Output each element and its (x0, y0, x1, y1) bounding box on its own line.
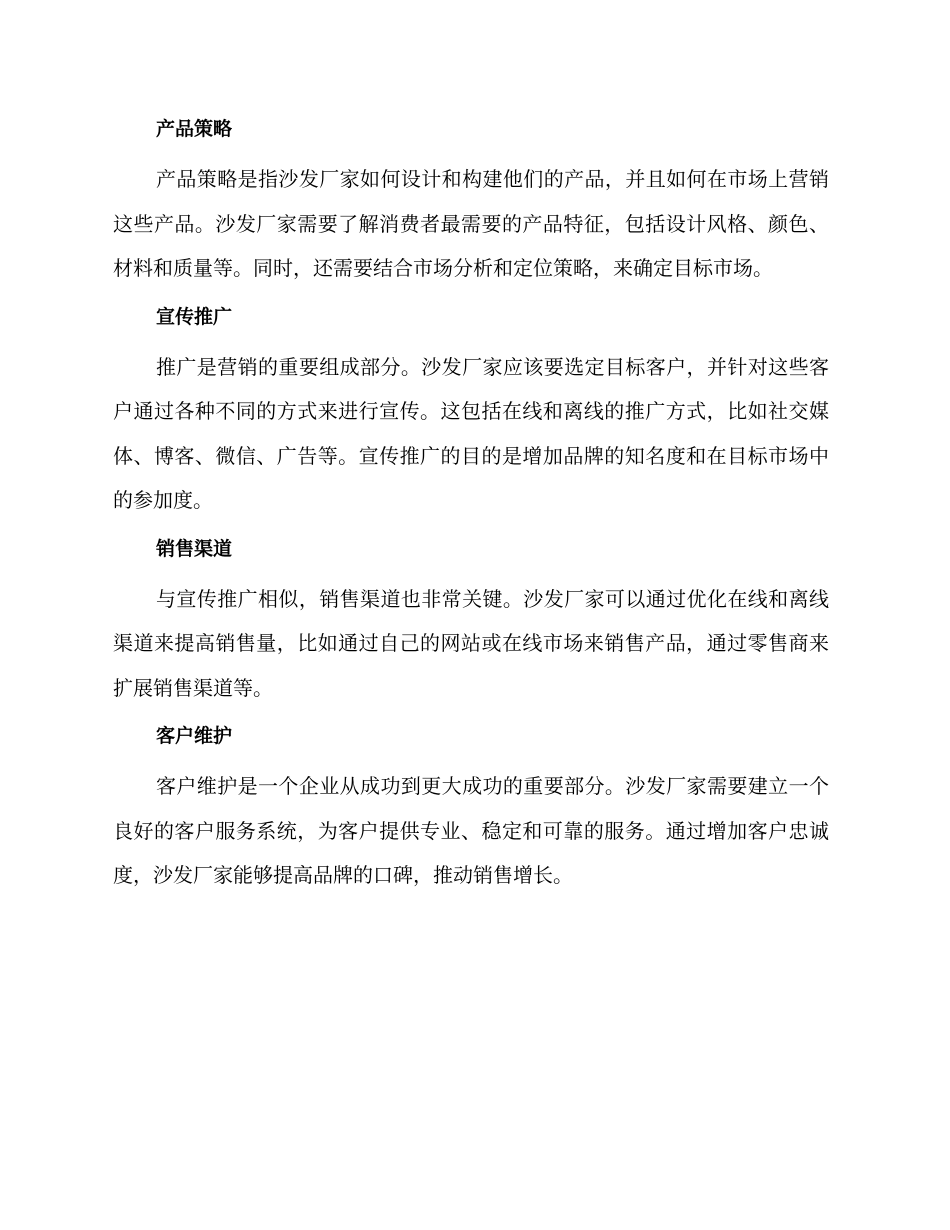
section-heading-sales-channels: 销售渠道 (156, 537, 233, 560)
section-heading-customer-care: 客户维护 (156, 725, 233, 747)
section-body-sales-channels: 与宣传推广相似，销售渠道也非常关键。沙发厂家可以通过优化在线和离线渠道来提高销售量，比如通过自己的网站或在线市场来销售产品，通过零售商来扩展销售渠道等。 (113, 586, 829, 700)
section-heading-promotion: 宣传推广 (156, 305, 233, 328)
section-heading-product-strategy: 产品策略 (156, 118, 233, 140)
section-body-product-strategy: 产品策略是指沙发厂家如何设计和构建他们的产品，并且如何在市场上营销这些产品。沙发厂家需要了解消费者最需要的产品特征，包括设计风格、颜色、材料和质量等。同时，还需要结合市场分析和定位策略，来确定目标市场。 (113, 167, 829, 280)
section-body-customer-care: 客户维护是一个企业从成功到更大成功的重要部分。沙发厂家需要建立一个良好的客户服务系统，为客户提供专业、稳定和可靠的服务。通过增加客户忠诚度，沙发厂家能够提高品牌的口碑，推动销售增长。 (113, 774, 829, 887)
document-content (113, 113, 829, 908)
section-body-promotion: 推广是营销的重要组成部分。沙发厂家应该要选定目标客户，并针对这些客户通过各种不同的方式来进行宣传。这包括在线和离线的推广方式，比如社交媒体、博客、微信、广告等。宣传推广的目的是增加品牌的知名度和在目标市场中的参加度。 (113, 354, 829, 512)
